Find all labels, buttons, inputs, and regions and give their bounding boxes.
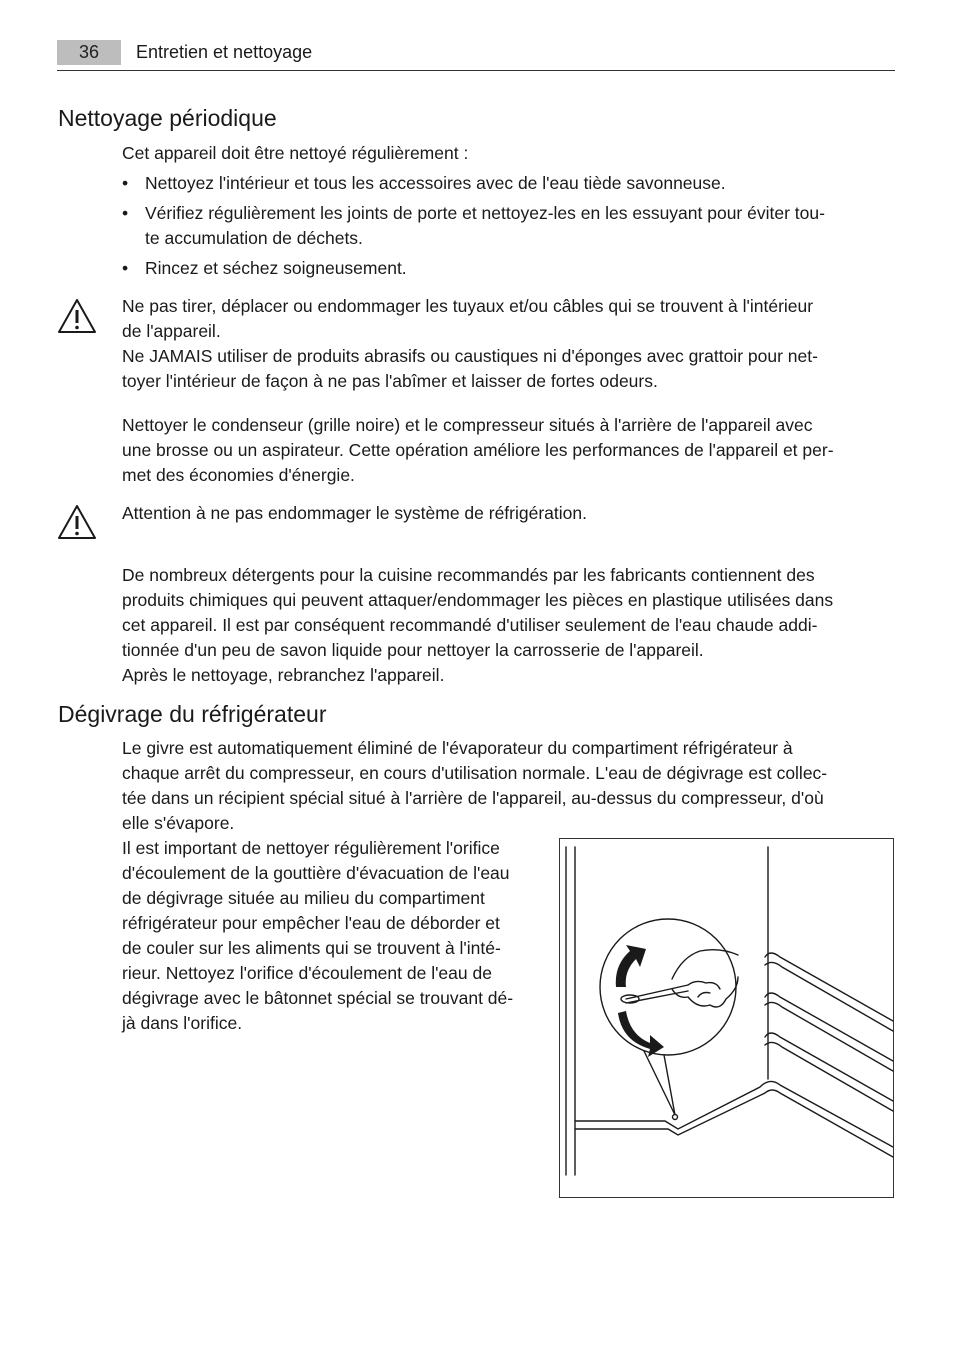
cleaning-intro: Cet appareil doit être nettoyé régulièrement : xyxy=(122,143,469,163)
page-number: 36 xyxy=(57,40,121,65)
condenser-paragraph: Nettoyer le condenseur (grille noire) et le compresseur situés à l'arrière de l'appareil avec une brosse ou un aspirateur. Cette opération améliore les performances de l'appareil et per- met des économies d'énergie. xyxy=(122,415,834,485)
bullet-icon: • xyxy=(122,258,129,278)
warning-text-cables: Ne pas tirer, déplacer ou endommager les tuyaux et/ou câbles qui se trouvent à l'intérieur de l'appareil. Ne JAMAIS utiliser de produits abrasifs ou caustiques ni d'éponges avec grattoir pour net- toyer l'intérieur de façon à ne pas l'abîmer et laisser de fortes odeurs. xyxy=(122,296,818,391)
fridge-drain-drawing xyxy=(560,839,893,1197)
drain-cleaning-paragraph: Il est important de nettoyer régulièrement l'orifice d'écoulement de la gouttière d'évacuation de l'eau de dégivrage située au milieu du compartiment réfrigérateur pour empêcher l'eau de déborder et de couler sur les aliments qui se trouvent à l'inté- rieur. Nettoyez l'orifice d'écoulement de l'eau de dégivrage avec le bâtonnet spécial se trouvant dé- jà dans l'orifice. xyxy=(122,838,514,1033)
list-item: • Nettoyez l'intérieur et tous les accessoires avec de l'eau tiède savonneuse. xyxy=(122,171,894,196)
list-item: • Vérifiez régulièrement les joints de porte et nettoyez-les en les essuyant pour éviter tou- te accumulation de déchets. xyxy=(122,203,825,248)
header-divider xyxy=(57,70,895,71)
defrost-paragraph: Le givre est automatiquement éliminé de l'évaporateur du compartiment réfrigérateur à chaque arrêt du compresseur, en cours d'utilisation normale. L'eau de dégivrage est collec- tée dans un récipient spécial situé à l'arrière de l'appareil, au-dessus du compresseur, d'où elle s'évapore. xyxy=(122,738,828,833)
section-title-periodic-cleaning: Nettoyage périodique xyxy=(58,105,277,131)
warning-text-refrigeration: Attention à ne pas endommager le système de réfrigération. xyxy=(122,503,587,523)
section-title-defrosting: Dégivrage du réfrigérateur xyxy=(58,701,327,727)
bullet-icon: • xyxy=(122,203,129,223)
warning-icon xyxy=(57,504,97,540)
detergents-paragraph: De nombreux détergents pour la cuisine recommandés par les fabricants contiennent des produits chimiques qui peuvent attaquer/endommager les pièces en plastique utilisées dans cet appareil. Il est par conséquent recommandé d'utiliser seulement de l'eau chaude addi- tionnée d'un peu de savon liquide pour nettoyer la carrosserie de l'appareil. Après le nettoyage, rebranchez l'appareil. xyxy=(122,565,834,685)
drain-hole-illustration xyxy=(559,838,894,1198)
list-item: • Rincez et séchez soigneusement. xyxy=(122,256,894,281)
section-header: Entretien et nettoyage xyxy=(136,42,313,62)
bullet-icon: • xyxy=(122,173,129,193)
warning-icon xyxy=(57,298,97,334)
